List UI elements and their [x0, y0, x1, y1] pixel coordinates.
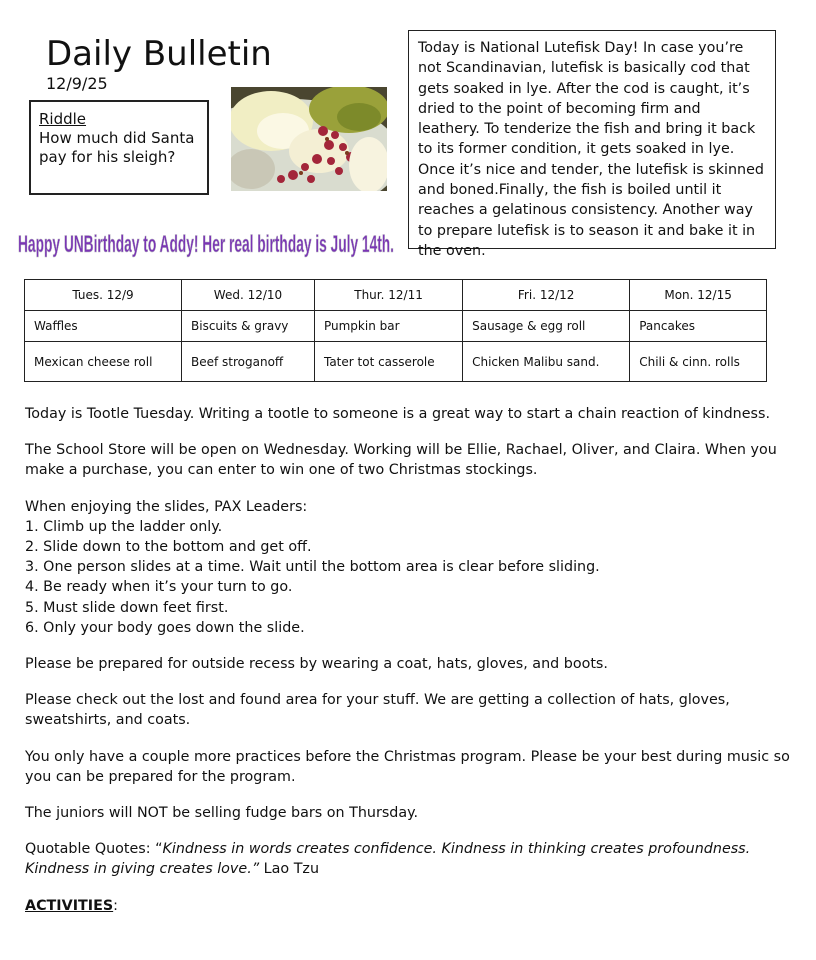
- menu-item: Chicken Malibu sand.: [463, 342, 630, 382]
- slide-rules: [25, 497, 795, 638]
- page-title: Daily Bulletin: [46, 34, 272, 74]
- menu-item: Sausage & egg roll: [463, 311, 630, 342]
- menu-breakfast-row: [25, 311, 767, 342]
- slide-rule: 3. One person slides at a time. Wait until the bottom area is clear before sliding.: [25, 559, 600, 576]
- slide-rule: 2. Slide down to the bottom and get off.: [25, 539, 312, 556]
- menu-day: Thur. 12/11: [314, 280, 462, 311]
- menu-item: Pancakes: [630, 311, 767, 342]
- slide-rule: 5. Must slide down feet first.: [25, 599, 229, 616]
- riddle-box: [29, 100, 209, 195]
- program-announcement: You only have a couple more practices before the Christmas program. Please be your best during music so you can be prepared for the program.: [25, 748, 790, 785]
- lutefisk-text: Today is National Lutefisk Day! In case you’re not Scandinavian, lutefisk is basically cod that gets soaked in lye. After the cod is caught, it’s dried to the point of becoming firm and leathery. To tenderize the fish and bring it back to its former condition, it gets soaked in lye. Once it’s nice and tender, the lutefisk is skinned and boned.Finally, the fish is boiled until it reaches a gelatinous consistency. Another way to prepare lutefisk is to season it and bake it in the oven.: [418, 40, 764, 259]
- menu-day: Fri. 12/12: [463, 280, 630, 311]
- menu-item: Waffles: [25, 311, 182, 342]
- menu-item: Mexican cheese roll: [25, 342, 182, 382]
- quote-author: Lao Tzu: [259, 861, 320, 878]
- riddle-label: Riddle: [39, 110, 87, 128]
- lutefisk-photo: [231, 87, 387, 191]
- lost-found-announcement: Please check out the lost and found area for your stuff. We are getting a collection of hats, gloves, sweatshirts, and coats.: [25, 692, 730, 729]
- activities-heading: [25, 896, 795, 916]
- quotable-quote: [25, 839, 795, 879]
- lutefisk-day-box: [408, 30, 776, 259]
- slide-rule: 6. Only your body goes down the slide.: [25, 619, 305, 636]
- menu-day: Tues. 12/9: [25, 280, 182, 311]
- menu-day: Mon. 12/15: [630, 280, 767, 311]
- quote-text: Kindness in words creates confidence. Kindness in thinking creates profoundness. Kindness in giving creates love.”: [25, 841, 751, 878]
- menu-item: Pumpkin bar: [314, 311, 462, 342]
- lunch-menu-table: [24, 279, 767, 382]
- menu-item: Beef stroganoff: [182, 342, 315, 382]
- menu-item: Chili & cinn. rolls: [630, 342, 767, 382]
- bulletin-date: 12/9/25: [46, 74, 108, 93]
- birthday-banner: [16, 222, 396, 266]
- recess-announcement: Please be prepared for outside recess by wearing a coat, hats, gloves, and boots.: [25, 656, 608, 673]
- fudge-announcement: The juniors will NOT be selling fudge bars on Thursday.: [25, 805, 419, 822]
- menu-item: Biscuits & gravy: [182, 311, 315, 342]
- slide-rule: 4. Be ready when it’s your turn to go.: [25, 579, 293, 596]
- activities-colon: :: [113, 897, 118, 914]
- menu-item: Tater tot casserole: [314, 342, 462, 382]
- slide-rules-intro: When enjoying the slides, PAX Leaders:: [25, 498, 308, 515]
- tootle-announcement: Today is Tootle Tuesday. Writing a tootle to someone is a great way to start a chain reaction of kindness.: [25, 406, 770, 422]
- quote-prefix: Quotable Quotes: “: [25, 841, 163, 858]
- birthday-text: Happy UNBirthday to Addy! Her real birthday is July 14th.: [18, 231, 394, 258]
- activities-label: ACTIVITIES: [25, 897, 114, 914]
- menu-day-row: [25, 280, 767, 311]
- store-announcement: The School Store will be open on Wednesday. Working will be Ellie, Rachael, Oliver, and Claira. When you make a purchase, you can enter to win one of two Christmas stockings.: [25, 442, 777, 479]
- lutefisk-photo-art: [231, 87, 387, 191]
- announcements: [25, 404, 795, 932]
- menu-day: Wed. 12/10: [182, 280, 315, 311]
- menu-lunch-row: [25, 342, 767, 382]
- riddle-question: How much did Santa pay for his sleigh?: [39, 129, 195, 166]
- slide-rule: 1. Climb up the ladder only.: [25, 518, 223, 535]
